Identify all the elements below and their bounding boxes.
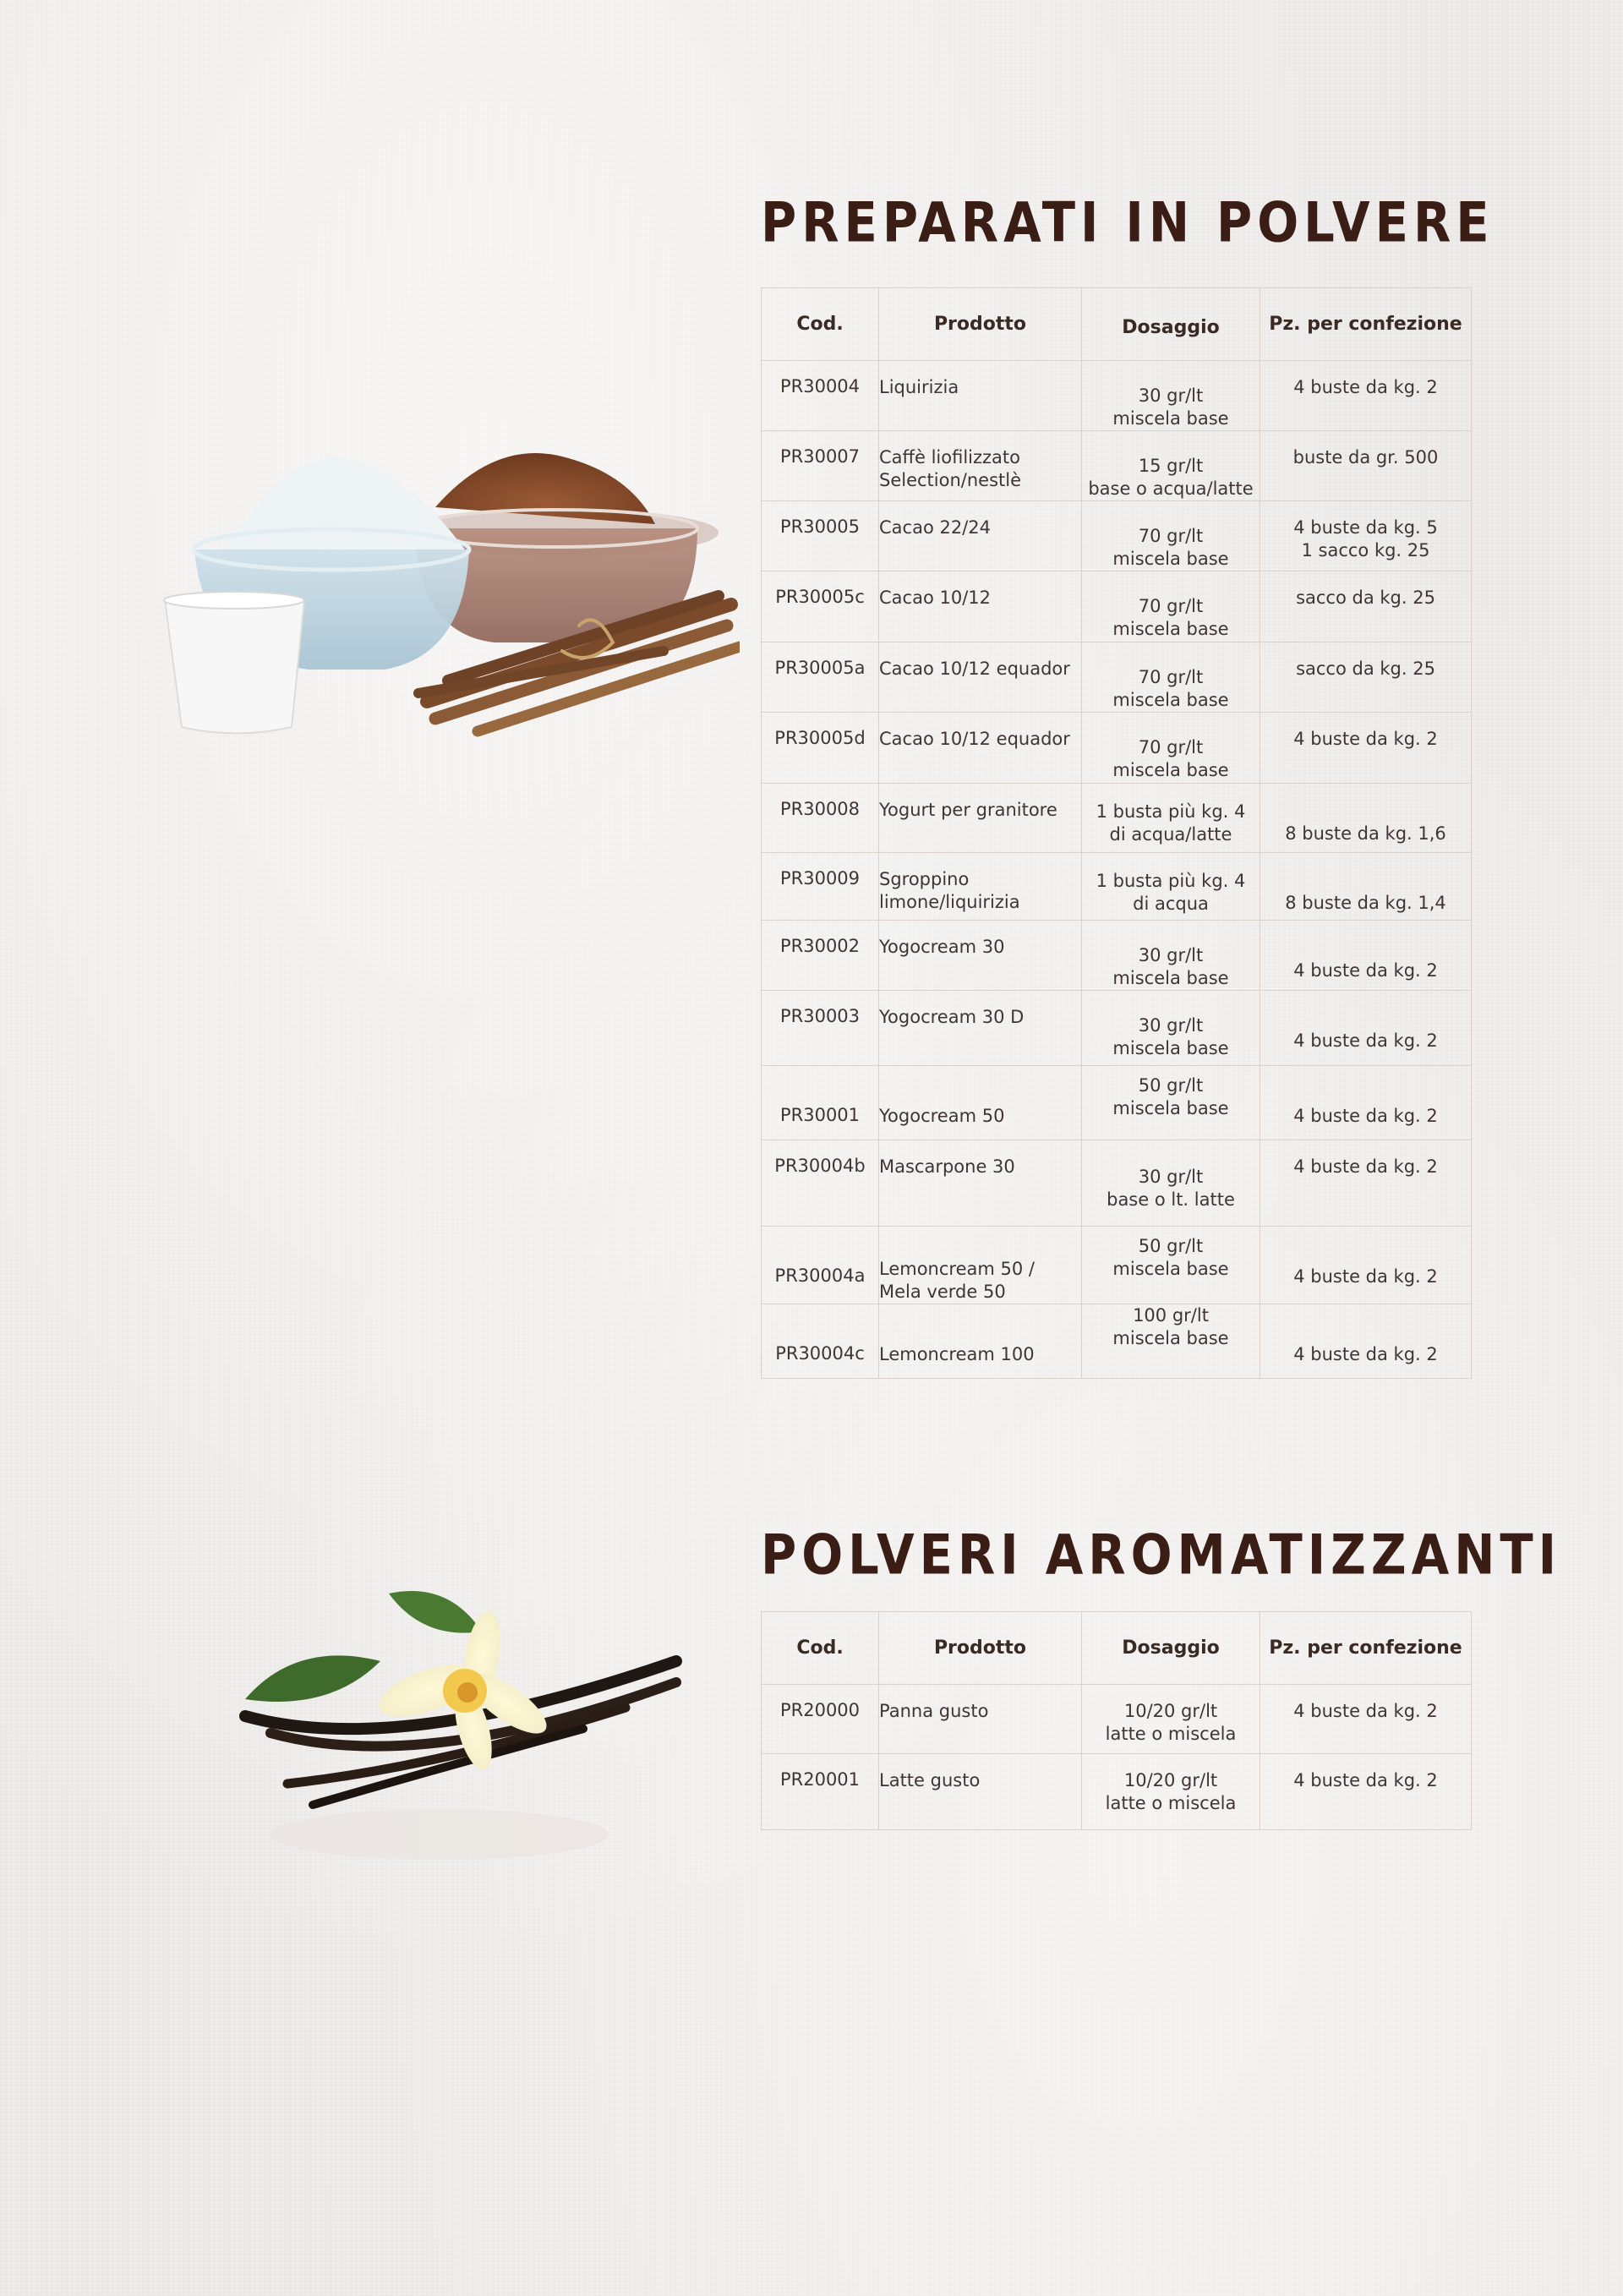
- table-row: [762, 642, 1472, 713]
- table-row: [762, 501, 1472, 571]
- pz-line: 4 buste da kg. 2: [1293, 960, 1438, 981]
- cell-pz: [1260, 1140, 1472, 1227]
- cell-dosaggio: [1082, 853, 1260, 921]
- table-row: [762, 713, 1472, 784]
- pz-line: sacco da kg. 25: [1296, 588, 1435, 608]
- cell-prodotto: [879, 784, 1082, 853]
- dosaggio-line: miscela base: [1112, 1038, 1229, 1058]
- cell-prodotto: [879, 1304, 1082, 1379]
- cell-dosaggio: [1082, 571, 1260, 642]
- cell-dosaggio: [1082, 642, 1260, 713]
- cell-cod: PR30004a: [762, 1227, 879, 1304]
- pz-line: 4 buste da kg. 2: [1293, 1106, 1438, 1126]
- prodotto-line: Lemoncream 100: [879, 1344, 1035, 1364]
- cell-prodotto: [879, 921, 1082, 991]
- cell-cod: PR20001: [762, 1754, 879, 1830]
- product-table-polveri: [761, 1611, 1472, 1830]
- cell-dosaggio: [1082, 784, 1260, 853]
- dosaggio-line: miscela base: [1112, 690, 1229, 710]
- table-row: [762, 784, 1472, 853]
- cell-cod: PR30003: [762, 991, 879, 1066]
- cell-pz: [1260, 853, 1472, 921]
- prodotto-line: Caffè liofilizzato: [879, 447, 1021, 467]
- cell-cod: PR30009: [762, 853, 879, 921]
- vanilla-flower-illustration: [228, 1564, 685, 1877]
- dosaggio-line: 100 gr/lt: [1133, 1305, 1209, 1326]
- cell-cod: PR30004b: [762, 1140, 879, 1227]
- dosaggio-line: 70 gr/lt: [1138, 526, 1204, 546]
- cell-dosaggio: [1082, 501, 1260, 571]
- table-row: [762, 1304, 1472, 1379]
- powders-image: [156, 448, 740, 752]
- dosaggio-line: 30 gr/lt: [1138, 385, 1204, 406]
- prodotto-line: Cacao 10/12: [879, 588, 991, 608]
- cell-dosaggio: [1082, 1140, 1260, 1227]
- cell-prodotto: [879, 1685, 1082, 1754]
- cell-prodotto: [879, 991, 1082, 1066]
- cell-prodotto: [879, 361, 1082, 431]
- cell-prodotto: [879, 1140, 1082, 1227]
- cell-cod: PR30005: [762, 501, 879, 571]
- prodotto-line: Yogocream 30 D: [879, 1007, 1025, 1027]
- cell-cod: PR30005a: [762, 642, 879, 713]
- dosaggio-line: latte o miscela: [1105, 1793, 1237, 1813]
- table-row: [762, 1227, 1472, 1304]
- cell-prodotto: [879, 1066, 1082, 1140]
- cell-dosaggio: [1082, 713, 1260, 784]
- table-row: [762, 1754, 1472, 1830]
- dosaggio-line: 10/20 gr/lt: [1123, 1770, 1218, 1790]
- dosaggio-line: miscela base: [1112, 1328, 1229, 1348]
- header-cod: Cod.: [762, 1612, 879, 1685]
- dosaggio-line: latte o miscela: [1105, 1724, 1237, 1744]
- cell-prodotto: [879, 853, 1082, 921]
- cell-pz: [1260, 571, 1472, 642]
- table-header-row: [762, 288, 1472, 361]
- prodotto-line: Yogocream 30: [879, 937, 1005, 957]
- dosaggio-line: 30 gr/lt: [1138, 1167, 1204, 1187]
- table-row: [762, 921, 1472, 991]
- cell-cod: PR20000: [762, 1685, 879, 1754]
- pz-line: 4 buste da kg. 2: [1293, 729, 1438, 749]
- pz-line: 4 buste da kg. 2: [1293, 1156, 1438, 1177]
- section-title-preparati: PREPARATI IN POLVERE: [761, 191, 1495, 255]
- pz-line: buste da gr. 500: [1292, 447, 1439, 467]
- cell-cod: PR30005d: [762, 713, 879, 784]
- dosaggio-line: 50 gr/lt: [1138, 1075, 1204, 1096]
- table-row: [762, 991, 1472, 1066]
- cell-prodotto: [879, 1227, 1082, 1304]
- cell-pz: [1260, 991, 1472, 1066]
- pz-line: 4 buste da kg. 2: [1293, 1701, 1438, 1721]
- cell-pz: [1260, 361, 1472, 431]
- prodotto-line: Yogurt per granitore: [879, 800, 1057, 820]
- prodotto-line: Sgroppino: [879, 869, 970, 889]
- header-prodotto: Prodotto: [879, 288, 1082, 361]
- cell-cod: PR30004: [762, 361, 879, 431]
- dosaggio-line: 70 gr/lt: [1138, 667, 1204, 687]
- header-dosaggio: Dosaggio: [1082, 288, 1260, 361]
- pz-line: 4 buste da kg. 2: [1293, 1344, 1438, 1364]
- dosaggio-line: di acqua: [1133, 894, 1209, 914]
- dosaggio-line: base o lt. latte: [1107, 1189, 1235, 1210]
- prodotto-line: Yogocream 50: [879, 1106, 1005, 1126]
- prodotto-line: Liquirizia: [879, 377, 959, 397]
- prodotto-line: Panna gusto: [879, 1701, 989, 1721]
- cell-cod: PR30004c: [762, 1304, 879, 1379]
- dosaggio-line: 1 busta più kg. 4: [1096, 871, 1246, 891]
- cell-prodotto: [879, 642, 1082, 713]
- cell-pz: [1260, 1304, 1472, 1379]
- cell-prodotto: [879, 713, 1082, 784]
- cell-dosaggio: [1082, 991, 1260, 1066]
- dosaggio-line: miscela base: [1112, 1098, 1229, 1118]
- cell-pz: [1260, 1685, 1472, 1754]
- cell-cod: PR30002: [762, 921, 879, 991]
- header-cod: Cod.: [762, 288, 879, 361]
- table-row: [762, 1066, 1472, 1140]
- pz-line: sacco da kg. 25: [1296, 659, 1435, 679]
- table-row: [762, 1685, 1472, 1754]
- cell-pz: [1260, 642, 1472, 713]
- dosaggio-line: miscela base: [1112, 1259, 1229, 1279]
- cell-pz: [1260, 1227, 1472, 1304]
- prodotto-line: Mela verde 50: [879, 1282, 1006, 1302]
- dosaggio-line: 70 gr/lt: [1138, 737, 1204, 757]
- pz-line: 1 sacco kg. 25: [1301, 540, 1430, 560]
- prodotto-line: Selection/nestlè: [879, 470, 1022, 490]
- dosaggio-line: 70 gr/lt: [1138, 596, 1204, 616]
- cell-pz: [1260, 431, 1472, 501]
- dosaggio-line: 15 gr/lt: [1138, 456, 1204, 476]
- cell-pz: [1260, 713, 1472, 784]
- table-row: [762, 571, 1472, 642]
- cell-prodotto: [879, 501, 1082, 571]
- prodotto-line: Lemoncream 50 /: [879, 1259, 1035, 1279]
- cell-cod: PR30001: [762, 1066, 879, 1140]
- dosaggio-line: 30 gr/lt: [1138, 1015, 1204, 1036]
- prodotto-line: Cacao 22/24: [879, 517, 991, 538]
- table-row: [762, 1140, 1472, 1227]
- cell-pz: [1260, 784, 1472, 853]
- pz-line: 8 buste da kg. 1,6: [1285, 823, 1446, 844]
- pz-line: 4 buste da kg. 5: [1293, 517, 1438, 538]
- dosaggio-line: base o acqua/latte: [1088, 478, 1254, 499]
- cell-pz: [1260, 1754, 1472, 1830]
- cell-cod: PR30005c: [762, 571, 879, 642]
- cell-dosaggio: [1082, 921, 1260, 991]
- cell-pz: [1260, 501, 1472, 571]
- pz-line: 4 buste da kg. 2: [1293, 1266, 1438, 1287]
- cell-dosaggio: [1082, 1227, 1260, 1304]
- cell-cod: PR30007: [762, 431, 879, 501]
- pz-line: 8 buste da kg. 1,4: [1285, 893, 1446, 913]
- dosaggio-line: miscela base: [1112, 408, 1229, 429]
- pz-line: 4 buste da kg. 2: [1293, 1770, 1438, 1790]
- product-table-preparati: [761, 287, 1472, 1379]
- vanilla-image: [228, 1564, 685, 1877]
- cell-prodotto: [879, 1754, 1082, 1830]
- dosaggio-line: miscela base: [1112, 968, 1229, 988]
- cell-pz: [1260, 1066, 1472, 1140]
- table-row: [762, 431, 1472, 501]
- header-prodotto: Prodotto: [879, 1612, 1082, 1685]
- cell-dosaggio: [1082, 1304, 1260, 1379]
- dosaggio-line: 1 busta più kg. 4: [1096, 801, 1246, 822]
- dosaggio-line: di acqua/latte: [1109, 824, 1232, 845]
- dosaggio-line: 10/20 gr/lt: [1123, 1701, 1218, 1721]
- cell-dosaggio: [1082, 1754, 1260, 1830]
- dosaggio-line: 30 gr/lt: [1138, 945, 1204, 965]
- dosaggio-line: miscela base: [1112, 760, 1229, 780]
- prodotto-line: Mascarpone 30: [879, 1156, 1015, 1177]
- table-header-row: [762, 1612, 1472, 1685]
- cell-prodotto: [879, 571, 1082, 642]
- cell-prodotto: [879, 431, 1082, 501]
- pz-line: 4 buste da kg. 2: [1293, 377, 1438, 397]
- header-pz: Pz. per confezione: [1260, 1612, 1472, 1685]
- dosaggio-line: 50 gr/lt: [1138, 1236, 1204, 1256]
- prodotto-line: Cacao 10/12 equador: [879, 729, 1070, 749]
- cell-dosaggio: [1082, 361, 1260, 431]
- table-row: [762, 853, 1472, 921]
- pz-line: 4 buste da kg. 2: [1293, 1030, 1438, 1051]
- table-row: [762, 361, 1472, 431]
- dosaggio-line: miscela base: [1112, 549, 1229, 569]
- cell-dosaggio: [1082, 431, 1260, 501]
- cell-pz: [1260, 921, 1472, 991]
- powder-bowls-illustration: [156, 448, 740, 752]
- header-dosaggio: Dosaggio: [1082, 1612, 1260, 1685]
- prodotto-line: Cacao 10/12 equador: [879, 659, 1070, 679]
- dosaggio-line: miscela base: [1112, 619, 1229, 639]
- section-title-polveri: POLVERI AROMATIZZANTI: [761, 1523, 1562, 1588]
- cell-dosaggio: [1082, 1685, 1260, 1754]
- cell-dosaggio: [1082, 1066, 1260, 1140]
- cell-cod: PR30008: [762, 784, 879, 853]
- prodotto-line: Latte gusto: [879, 1770, 981, 1790]
- prodotto-line: limone/liquirizia: [879, 892, 1020, 912]
- header-pz: Pz. per confezione: [1260, 288, 1472, 361]
